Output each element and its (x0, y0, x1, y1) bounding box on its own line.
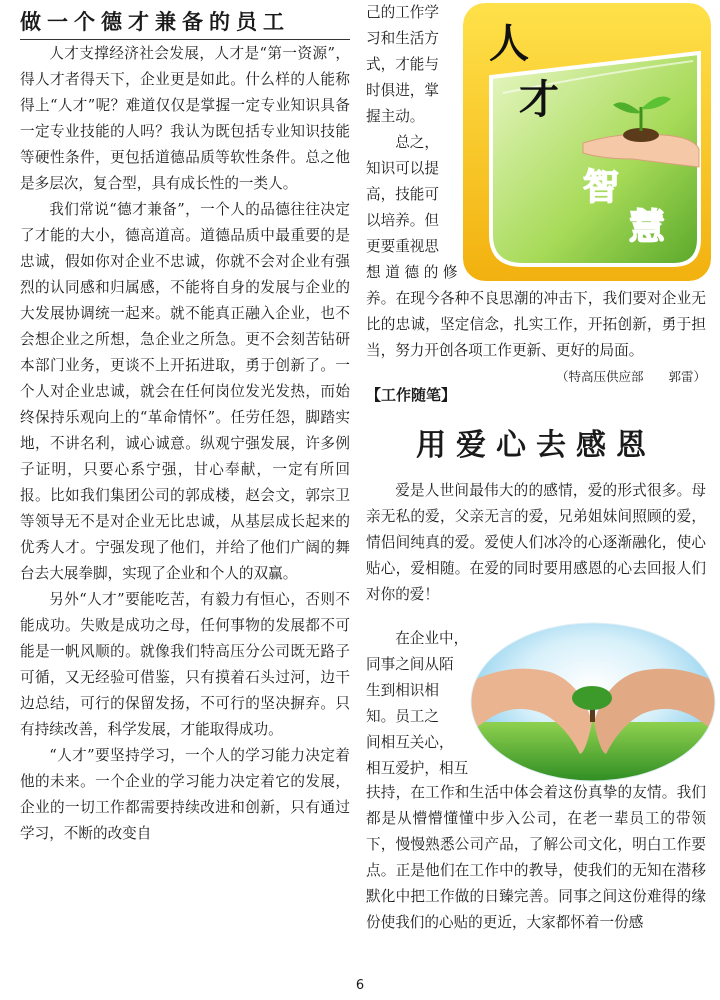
talent-wisdom-graphic (463, 3, 711, 281)
continued-line: 己的工作学 (366, 4, 439, 21)
narrow-line: 相互爱护，相互 (366, 760, 469, 777)
narrow-line: 在企业中， (395, 630, 469, 647)
continued-line: 式，才能与 (366, 56, 439, 73)
heart-hands-graphic (470, 622, 716, 782)
narrow-line: 生到相识相 (366, 682, 439, 699)
article1-paragraph: “人才”要坚持学习，一个人的学习能力决定着他的未来。一个企业的学习能力决定着它的发展，企业的一切工作都需要持续改进和创新，只有通过学习，不断的改变自 (20, 747, 350, 842)
summary-line: 总之， (395, 134, 439, 151)
image-char-cai: 才 (519, 77, 559, 123)
article1-paragraph: 人才支撑经济社会发展，人才是“第一资源”，得人才者得天下，企业更是如此。什么样的人能称得上“人才”呢？难道仅仅是掌握一定专业知识具备一定专业技能的人吗？我认为既包括专业知识技能等硬性条件，更包括道德品质等软性条件。总之他是多层次，复合型，具有成长性的一类人。 (20, 45, 350, 192)
summary-line: 更要重视思 (366, 238, 439, 255)
article1-paragraph: 我们常说“德才兼备”，一个人的品德往往决定了才能的大小，德高道高。道德品质中最重要的是忠诚，假如你对企业不忠诚，你就不会对企业有强烈的认同感和归属感，不能将自身的发展与企业的大发展协调统一起来。就不能真正融入企业，也不会想企业之所想，急企业之所急。更不会刻苦钻研本部门业务，更谈不上开拓进取，勇于创新了。一个人对企业忠诚，就会在任何岗位发光发热，而始终保持乐观向上的“革命情怀”。任劳任怨，脚踏实地，不讲名利，诚心诚意。纵观宁强发展，许多例子证明，只要心系宁强，甘心奉献，一定有所回报。比如我们集团公司的郭成楼，赵会文，郭宗卫等领导无不是对企业无比忠诚，从基层成长起来的优秀人才。宁强发现了他们，并给了他们广阔的舞台去大展拳脚，实现了企业和个人的双赢。 (20, 201, 350, 582)
image-char-hui: 慧 (629, 207, 666, 248)
image-char-zhi: 智 (583, 167, 620, 208)
section-tag: 【工作随笔】 (366, 386, 457, 404)
heart-hands-illustration (470, 622, 716, 782)
ending-paragraph (366, 286, 706, 384)
article2-body-top (366, 478, 706, 608)
article2-body-bottom (366, 780, 706, 936)
summary-line: 高，技能可 (366, 186, 439, 203)
image-char-ren: 人 (489, 21, 529, 67)
page-number: 6 (355, 978, 365, 993)
narrow-line: 同事之间从陌 (366, 656, 454, 673)
article2-paragraph-rest: 扶持，在工作和生活中体会着这份真挚的友情。我们都是从懵懵懂懂中步入公司，在老一辈员工的带领下，慢慢熟悉公司产品，了解公司文化，明白工作要点。正是他们在工作中的教导，使我们的无知在潜移默化中把工作做的日臻完善。同事之间这份难得的缘份使我们的心贴的更近，大家都怀着一份感 (366, 784, 706, 931)
article1-paragraph: 另外“人才”要能吃苦，有毅力有恒心，否则不能成功。失败是成功之母，任何事物的发展都不可能是一帆风顺的。就像我们特高压分公司既无路子可循，又无经验可借鉴，只有摸着石头过河，边干边总结，可行的保留发扬，不可行的坚决摒弃。只有持续改善，科学发展，才能取得成功。 (20, 591, 350, 738)
narrow-line: 间相互关心， (366, 734, 454, 751)
title-divider (20, 39, 350, 40)
article2-title: 用爱心去感恩 (416, 428, 656, 463)
article1-title: 做一个德才兼备的员工 (20, 10, 290, 34)
article2-paragraph: 爱是人世间最伟大的的感情，爱的形式很多。母亲无私的爱，父亲无言的爱，兄弟姐妹间照顾的爱，情侣间纯真的爱。爱使人们冰冷的心逐渐融化，使心贴心，爱相随。在爱的同时要用感恩的心去回报人们对你的爱！ (366, 482, 706, 603)
article1-ending (366, 286, 706, 390)
talent-wisdom-illustration (463, 3, 711, 281)
continued-line: 时俱进，掌 (366, 82, 439, 99)
article1-body (20, 41, 350, 847)
summary-line: 以培养。但 (366, 212, 439, 229)
ending-text: 养。在现今各种不良思潮的冲击下，我们要对企业无比的忠诚，坚定信念，扎实工作，开拓创新，勇于担当，努力开创各项工作更新、更好的局面。 (366, 290, 706, 359)
signature: （特高压供应部 郭雷） (555, 369, 706, 384)
article1-continuation (366, 0, 461, 286)
summary-line: 知识可以提 (366, 160, 439, 177)
continued-line: 握主动。 (366, 108, 425, 125)
summary-line: 想 道 德 的 修 (366, 264, 458, 281)
continued-line: 习和生活方 (366, 30, 439, 47)
narrow-line: 知。员工之 (366, 708, 439, 725)
